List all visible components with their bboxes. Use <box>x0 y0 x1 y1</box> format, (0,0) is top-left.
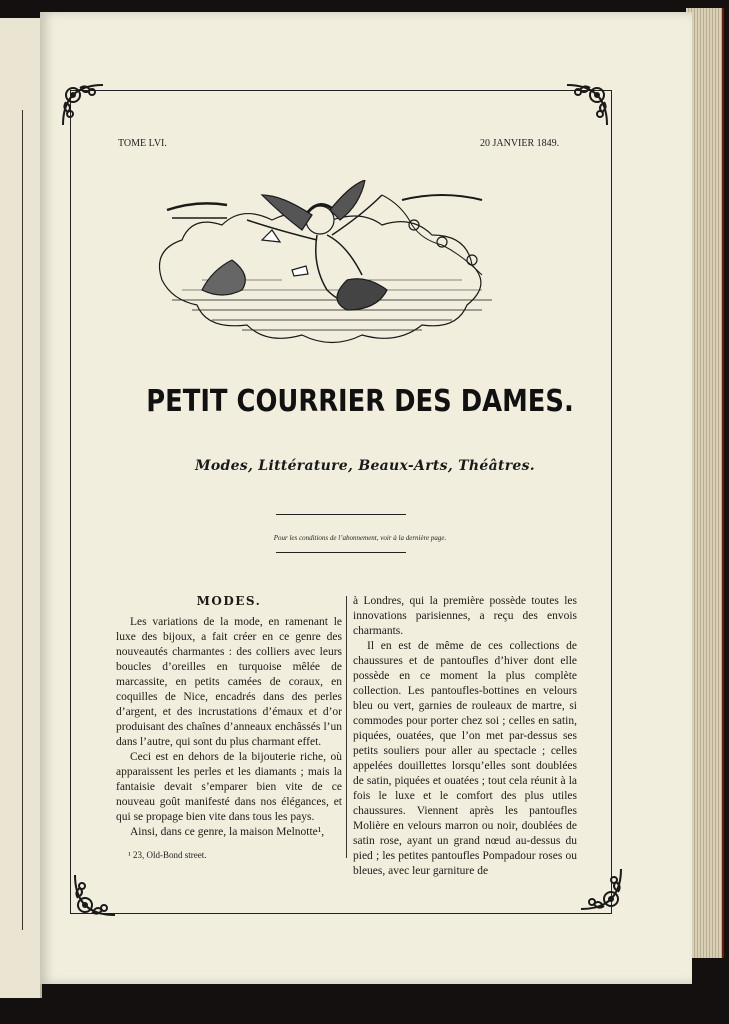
notice-bottom-rule <box>276 552 406 553</box>
article-paragraph: Il en est de même de ces collections de chaussures et de pantoufles d’hiver dont elle possède en ce moment la plus complète collection. Les pantoufles-bottines en velours bleu ou vert, garnies de rouleaux de martre, si commodes pour porter chez soi ; celles en satin, piquées, ouatées, que l’on met par-dessus ses petits souliers pour aller au spectacle ; celles appelées douillettes lorsqu’elles sont doublées de satin, piquées et ouatées ; tout cela réunit à la fois le luxe et le comfort des plus utiles chaussures. Viennent après les pantoufles Molière en velours marron ou noir, doublées de satin rose, ayant un grand nœud au-dessus du pied ; les petites pantoufles Pompadour roses ou bleues, avec leur garniture de <box>353 640 577 877</box>
cherub-clouds-illustration <box>152 180 522 358</box>
article-left-column <box>116 594 342 840</box>
section-title: MODES. <box>196 594 262 608</box>
journal-subtitle: Modes, Littérature, Beaux-Arts, Théâtres. <box>195 458 535 474</box>
flourish-corner-icon <box>70 870 120 920</box>
previous-page-edge <box>0 18 42 998</box>
flourish-corner-icon <box>576 864 626 914</box>
notice-top-rule <box>276 514 406 515</box>
issue-date: 20 JANVIER 1849. <box>480 138 560 149</box>
article-paragraph: à Londres, qui la première possède toutes les innovations parisiennes, a reçu des envois charmants. <box>353 595 577 637</box>
subscription-notice: Pour les conditions de l’abonnement, voir à la dernière page. <box>273 534 447 542</box>
previous-page-frame <box>0 110 23 930</box>
journal-title: PETIT COURRIER DES DAMES. <box>146 384 574 419</box>
footnote: ¹ 23, Old-Bond street. <box>128 850 207 860</box>
article-paragraph: Les variations de la mode, en ramenant le luxe des bijoux, a fait créer en ce genre des nouveautés charmantes : des colliers avec leurs boucles d’oreilles en turquoise mêlée de marcassite, en petits camées de coraux, en coquilles de Nice, encadrés dans des perles d’argent, et des incrustations d’émaux et d’or produisant des chaînes d’anneaux enchâssés l’un dans l’autre, qui sont du plus charmant effet. <box>116 616 342 748</box>
journal-page <box>40 12 692 984</box>
article-right-column <box>353 594 577 879</box>
volume-label: TOME LVI. <box>118 138 167 149</box>
column-divider <box>346 596 347 858</box>
article-paragraph: Ceci est en dehors de la bijouterie riche, où apparaissent les perles et les diamants ; mais la fantaisie devait s’emparer bien vite de ce nouveau goût manifesté dans nos élégances, et qui se propage bien vite dans tous les pays. <box>116 751 342 823</box>
flourish-corner-icon <box>562 80 612 130</box>
flourish-corner-icon <box>58 80 108 130</box>
article-paragraph: Ainsi, dans ce genre, la maison Melnotte¹, <box>130 826 325 838</box>
